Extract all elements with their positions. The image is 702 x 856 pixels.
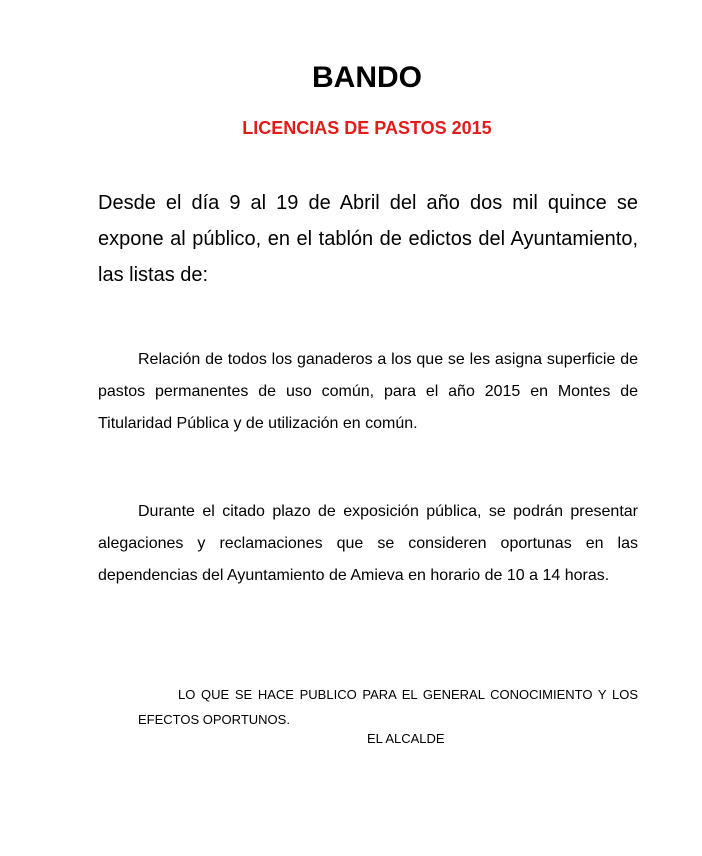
alegaciones-paragraph: Durante el citado plazo de exposición pública, se podrán presentar alegaciones y reclamaciones que se consideren oportunas en las dependencias del Ayuntamiento de Amieva en horario de 10 a 14 horas. bbox=[98, 503, 638, 584]
ganaderos-paragraph: Relación de todos los ganaderos a los que se les asigna superficie de pastos permanentes de uso común, para el año 2015 en Montes de Titularidad Pública y de utilización en común. bbox=[98, 351, 638, 432]
closing-statement: LO QUE SE HACE PUBLICO PARA EL GENERAL CONOCIMIENTO Y LOS EFECTOS OPORTUNOS. bbox=[138, 687, 638, 727]
intro-paragraph: Desde el día 9 al 19 de Abril del año dos mil quince se expone al público, en el tablón de edictos del Ayuntamiento, las listas de: bbox=[98, 192, 638, 286]
page-subtitle: LICENCIAS DE PASTOS 2015 bbox=[242, 118, 492, 138]
page-title: BANDO bbox=[312, 61, 422, 94]
signature-line: EL ALCALDE bbox=[367, 731, 445, 746]
